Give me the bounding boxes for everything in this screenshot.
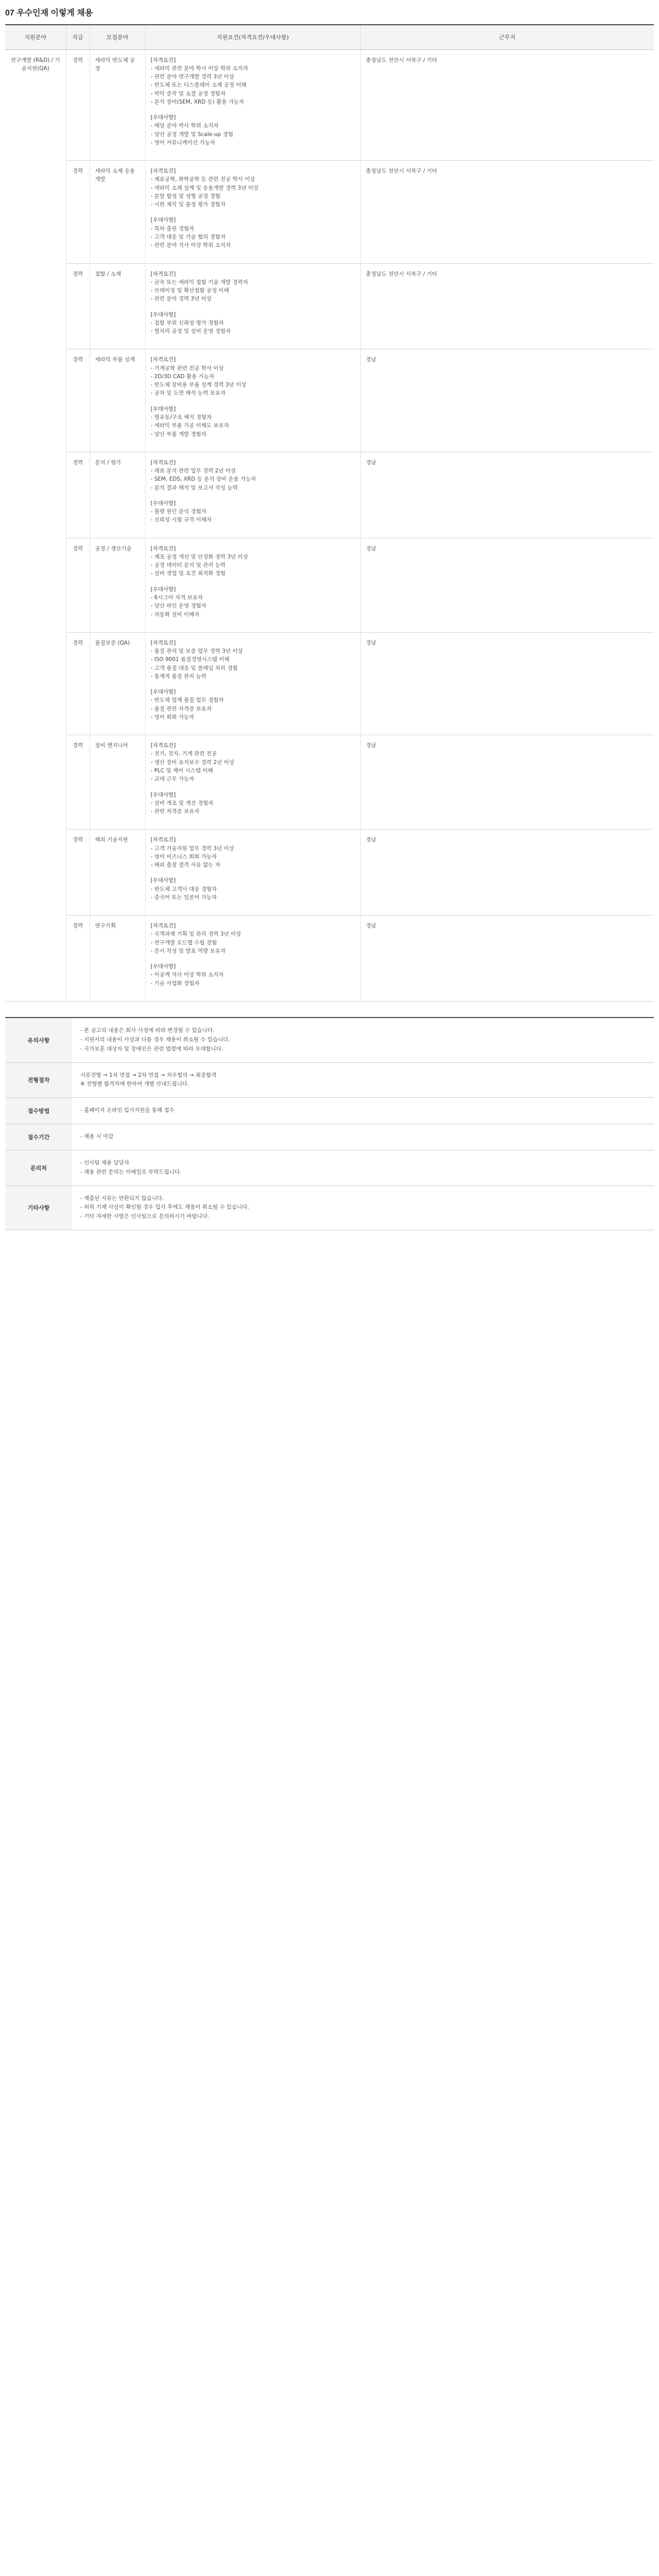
page-title: 07 우수인재 이렇게 채용 — [5, 9, 93, 18]
info-row — [5, 1098, 654, 1124]
requirement-line: - 해외 출장 결격 사유 없는 자 — [150, 862, 220, 869]
requirement-line: - 해당 분야 박사 학위 소지자 — [150, 123, 219, 129]
info-row — [5, 1150, 654, 1185]
info-line: - 국가보훈 대상자 및 장애인은 관련 법령에 따라 우대합니다. — [80, 1045, 223, 1052]
field-cell: 세라믹 부품 설계 — [90, 349, 145, 452]
requirement-line: - 분석 결과 해석 및 보고서 작성 능력 — [150, 484, 238, 491]
requirement-block — [151, 113, 355, 147]
requirement-block — [151, 216, 355, 249]
grade-cell: 경력 — [66, 452, 90, 538]
requirements-cell — [145, 161, 360, 263]
requirement-line: - 국책과제 기획 및 관리 경력 3년 이상 — [150, 931, 241, 938]
requirement-line: - ISO 9001 품질경영시스템 이해 — [150, 656, 230, 663]
field-cell: 해외 기술지원 — [90, 829, 145, 916]
requirement-block — [151, 270, 355, 303]
requirement-block — [151, 836, 355, 869]
info-content — [72, 1124, 654, 1150]
info-line: ※ 전형별 합격자에 한하여 개별 안내드립니다. — [80, 1081, 189, 1088]
field-cell: 연구기획 — [90, 916, 145, 1002]
requirement-line: - 기술 사업화 경험자 — [150, 980, 200, 987]
requirements-cell — [145, 538, 360, 632]
requirement-heading: [우대사항] — [150, 963, 176, 970]
field-cell: 장비 엔지니어 — [90, 735, 145, 829]
info-content — [72, 1150, 654, 1185]
requirement-line: - 세라믹 소재 설계 및 응용개발 경력 3년 이상 — [150, 184, 259, 191]
header-requirements: 지원요건(자격요건/우대사항) — [145, 25, 360, 49]
requirement-line: - 신뢰성 시험 규격 이해자 — [150, 517, 212, 523]
requirement-heading: [자격요건] — [150, 639, 176, 646]
grade-cell: 경력 — [66, 349, 90, 452]
requirement-block — [151, 167, 355, 209]
requirement-heading: [자격요건] — [150, 57, 176, 63]
requirement-heading: [자격요건] — [150, 459, 176, 466]
requirement-line: - 관련 분야 경력 3년 이상 — [150, 296, 212, 302]
requirement-line: - 박막 증착 및 소결 공정 경험자 — [150, 90, 226, 97]
requirement-line: - 접합 부위 신뢰성 평가 경험자 — [150, 319, 224, 326]
requirement-block — [151, 499, 355, 524]
requirement-heading: [우대사항] — [150, 500, 176, 506]
job-row — [5, 538, 654, 632]
requirement-line: - 열유동/구조 해석 경험자 — [150, 414, 212, 420]
info-row — [5, 1124, 654, 1150]
info-content — [72, 1098, 654, 1124]
requirement-block — [151, 585, 355, 619]
requirement-line: - 브레이징 및 확산접합 공정 이해 — [150, 287, 229, 294]
location-cell: 충청남도 천안시 서북구 / 기타 — [360, 263, 654, 349]
location-cell: 경남 — [360, 632, 654, 735]
requirement-heading: [자격요건] — [150, 270, 176, 277]
requirements-cell — [145, 49, 360, 161]
requirement-line: - 고객 기술지원 업무 경력 3년 이상 — [150, 845, 234, 852]
requirement-heading: [자격요건] — [150, 168, 176, 175]
requirement-block — [151, 545, 355, 578]
info-label: 유의사항 — [5, 1018, 72, 1062]
requirement-line: - 관련 분야 연구개발 경력 3년 이상 — [150, 74, 234, 80]
requirement-line: - 생산 장비 유지보수 경력 2년 이상 — [150, 759, 234, 766]
requirement-line: - 영어 비즈니스 회화 가능자 — [150, 853, 217, 860]
location-cell: 충청남도 천안시 서북구 / 기타 — [360, 161, 654, 263]
requirement-line: - 분말 합성 및 성형 공정 경험 — [150, 193, 220, 199]
job-row — [5, 161, 654, 263]
requirement-line: - 문서 작성 및 발표 역량 보유자 — [150, 947, 226, 954]
job-row — [5, 916, 654, 1002]
requirement-line: - 열처리 공정 및 설비 운영 경험자 — [150, 328, 231, 335]
job-row — [5, 829, 654, 916]
requirement-heading: [우대사항] — [150, 877, 176, 884]
jobs-table — [5, 24, 654, 1002]
requirement-line: - 품질 관련 자격증 보유자 — [150, 705, 212, 712]
field-cell: 품질보증 (QA) — [90, 632, 145, 735]
requirement-line: - 재료 분석 관련 업무 경력 2년 이상 — [150, 468, 236, 474]
requirement-heading: [자격요건] — [150, 837, 176, 843]
recruit-page — [0, 0, 659, 1251]
requirements-cell — [145, 829, 360, 916]
requirement-block — [151, 962, 355, 988]
jobs-body — [5, 49, 654, 1002]
requirements-cell — [145, 735, 360, 829]
requirement-line: - 반도체 고객사 대응 경험자 — [150, 886, 217, 892]
info-table — [5, 1017, 654, 1230]
requirement-heading: [우대사항] — [150, 114, 176, 121]
division-cell: 연구개발 (R&D) / 기술지원(QA) — [5, 49, 66, 1002]
grade-cell: 경력 — [66, 829, 90, 916]
field-cell: 세라믹 반도체 공정 — [90, 49, 145, 161]
requirement-heading: [우대사항] — [150, 311, 176, 318]
requirement-line: - 공정 데이터 분석 및 관리 능력 — [150, 562, 226, 569]
requirement-line: - 분석 장비(SEM, XRD 등) 활용 가능자 — [150, 98, 245, 105]
info-line: - 홈페이지 온라인 입사지원을 통해 접수 — [80, 1107, 175, 1114]
location-cell: 경남 — [360, 829, 654, 916]
requirement-heading: [자격요건] — [150, 545, 176, 552]
location-cell: 경남 — [360, 538, 654, 632]
location-cell: 경남 — [360, 452, 654, 538]
grade-cell: 경력 — [66, 161, 90, 263]
requirement-line: - 세라믹 관련 분야 학사 이상 학위 소지자 — [150, 65, 248, 72]
header-division: 지원분야 — [5, 25, 66, 49]
info-label: 문의처 — [5, 1150, 72, 1185]
requirement-line: - 관련 자격증 보유자 — [150, 808, 200, 815]
requirement-line: - 이공계 석사 이상 학위 소지자 — [150, 972, 224, 978]
requirement-line: - 양산 라인 운영 경험자 — [150, 603, 206, 609]
info-body — [5, 1018, 654, 1230]
requirement-line: - 세라믹 부품 가공 이해도 보유자 — [150, 422, 229, 429]
requirement-block — [151, 459, 355, 492]
requirement-line: - 반도체 업계 품질 업무 경험자 — [150, 697, 224, 704]
requirement-line: - 통계적 품질 관리 능력 — [150, 673, 206, 680]
requirement-line: - 제조 공정 개선 및 안정화 경력 3년 이상 — [150, 553, 248, 560]
info-line: - 채용 관련 문의는 이메일로 부탁드립니다. — [80, 1168, 182, 1175]
location-cell: 충청남도 천안시 서북구 / 기타 — [360, 49, 654, 161]
header-field: 모집분야 — [90, 25, 145, 49]
requirement-line: - 영어 회화 가능자 — [150, 714, 195, 720]
requirement-line: - 고객 품질 대응 및 클레임 처리 경험 — [150, 665, 238, 671]
requirement-heading: [우대사항] — [150, 217, 176, 224]
requirement-block — [151, 688, 355, 721]
grade-cell: 경력 — [66, 538, 90, 632]
location-cell: 경남 — [360, 735, 654, 829]
info-label: 기타사항 — [5, 1185, 72, 1230]
header-grade: 직급 — [66, 25, 90, 49]
requirement-line: - 품질 관리 및 보증 업무 경력 3년 이상 — [150, 648, 243, 655]
requirement-line: - 시편 제작 및 물성 평가 경험자 — [150, 201, 226, 208]
requirement-block — [151, 405, 355, 438]
requirement-block — [151, 639, 355, 681]
requirements-cell — [145, 452, 360, 538]
requirement-line: - 기계공학 관련 전공 학사 이상 — [150, 365, 224, 371]
grade-cell: 경력 — [66, 632, 90, 735]
requirement-block — [151, 741, 355, 783]
requirement-line: - 반도체 또는 디스플레이 소재 공정 이해 — [150, 82, 247, 89]
info-line: - 허위 기재 사실이 확인될 경우 입사 후에도 채용이 취소될 수 있습니다. — [80, 1204, 249, 1211]
info-line: - 본 공고의 내용은 회사 사정에 따라 변경될 수 있습니다. — [80, 1027, 215, 1034]
requirement-heading: [우대사항] — [150, 405, 176, 412]
requirement-line: - 자동화 설비 이해자 — [150, 611, 200, 618]
requirement-heading: [자격요건] — [150, 923, 176, 929]
info-content — [72, 1185, 654, 1230]
requirement-block — [151, 791, 355, 816]
requirement-line: - 공차 및 도면 해석 능력 보유자 — [150, 390, 226, 397]
requirement-line: - 설비 셋업 및 조건 최적화 경험 — [150, 570, 226, 577]
field-cell: 공정 / 생산기술 — [90, 538, 145, 632]
job-row — [5, 263, 654, 349]
requirements-cell — [145, 632, 360, 735]
requirement-line: - 불량 원인 분석 경험자 — [150, 509, 206, 515]
requirement-line: - 2D/3D CAD 활용 가능자 — [150, 373, 215, 380]
requirement-line: - SEM, EDS, XRD 등 분석 장비 운용 가능자 — [150, 476, 256, 483]
field-cell: 세라믹 소재 응용개발 — [90, 161, 145, 263]
requirements-cell — [145, 263, 360, 349]
job-row — [5, 632, 654, 735]
requirement-line: - 설비 개조 및 개선 경험자 — [150, 800, 214, 806]
requirement-line: - 양산 부품 개발 경험자 — [150, 431, 206, 437]
requirement-heading: [자격요건] — [150, 742, 176, 749]
requirement-line: - 교대 근무 가능자 — [150, 776, 195, 783]
requirement-line: - 반도체 장비용 부품 설계 경력 3년 이상 — [150, 382, 247, 388]
info-line: - 기타 자세한 사항은 인사팀으로 문의하시기 바랍니다. — [80, 1213, 210, 1220]
requirements-cell — [145, 349, 360, 452]
info-line: - 인사팀 채용 담당자 — [80, 1159, 129, 1166]
requirement-block — [151, 922, 355, 955]
job-row — [5, 349, 654, 452]
requirement-line: - 영어 커뮤니케이션 가능자 — [150, 139, 215, 146]
requirement-line: - 전기, 전자, 기계 관련 전공 — [150, 751, 217, 757]
job-row — [5, 735, 654, 829]
info-line: 서류전형 → 1차 면접 → 2차 면접 → 처우협의 → 최종합격 — [80, 1072, 217, 1078]
info-content — [72, 1018, 654, 1062]
header-location: 근무지 — [360, 25, 654, 49]
requirement-block — [151, 355, 355, 397]
info-line: - 채용 시 마감 — [80, 1133, 114, 1140]
info-row — [5, 1018, 654, 1062]
requirement-line: - PLC 및 제어 시스템 이해 — [150, 767, 213, 774]
requirements-cell — [145, 916, 360, 1002]
requirement-line: - 재료공학, 화학공학 등 관련 전공 학사 이상 — [150, 176, 255, 183]
location-cell: 경남 — [360, 349, 654, 452]
jobs-header-row — [5, 25, 654, 49]
info-content — [72, 1062, 654, 1098]
requirement-heading: [우대사항] — [150, 791, 176, 798]
requirement-line: - 고객 대응 및 기술 협의 경험자 — [150, 234, 226, 241]
requirement-line: - 특허 출원 경험자 — [150, 225, 195, 232]
grade-cell: 경력 — [66, 263, 90, 349]
requirement-line: - 양산 공정 개발 및 Scale-up 경험 — [150, 131, 233, 138]
info-label: 접수방법 — [5, 1098, 72, 1124]
requirement-heading: [자격요건] — [150, 357, 176, 363]
grade-cell: 경력 — [66, 49, 90, 161]
info-row — [5, 1185, 654, 1230]
info-line: - 제출된 서류는 반환되지 않습니다. — [80, 1195, 164, 1201]
requirement-line: - 중국어 또는 일본어 가능자 — [150, 894, 217, 901]
requirement-block — [151, 311, 355, 336]
requirement-line: - 금속 또는 세라믹 접합 기술 개발 경력자 — [150, 279, 248, 285]
requirement-block — [151, 56, 355, 107]
grade-cell: 경력 — [66, 735, 90, 829]
info-label: 접수기간 — [5, 1124, 72, 1150]
field-cell: 분석 / 평가 — [90, 452, 145, 538]
field-cell: 접합 / 소재 — [90, 263, 145, 349]
grade-cell: 경력 — [66, 916, 90, 1002]
requirement-block — [151, 876, 355, 902]
job-row — [5, 49, 654, 161]
requirement-line: - 관련 분야 석사 이상 학위 소지자 — [150, 242, 231, 249]
info-row — [5, 1062, 654, 1098]
requirement-heading: [우대사항] — [150, 689, 176, 696]
requirement-line: - 연구개발 로드맵 수립 경험 — [150, 939, 217, 946]
location-cell: 경남 — [360, 916, 654, 1002]
job-row — [5, 452, 654, 538]
info-label: 전형절차 — [5, 1062, 72, 1098]
requirement-heading: [우대사항] — [150, 586, 176, 592]
info-line: - 지원서의 내용이 사실과 다를 경우 채용이 취소될 수 있습니다. — [80, 1036, 230, 1043]
requirement-line: - 6시그마 자격 보유자 — [150, 594, 203, 601]
